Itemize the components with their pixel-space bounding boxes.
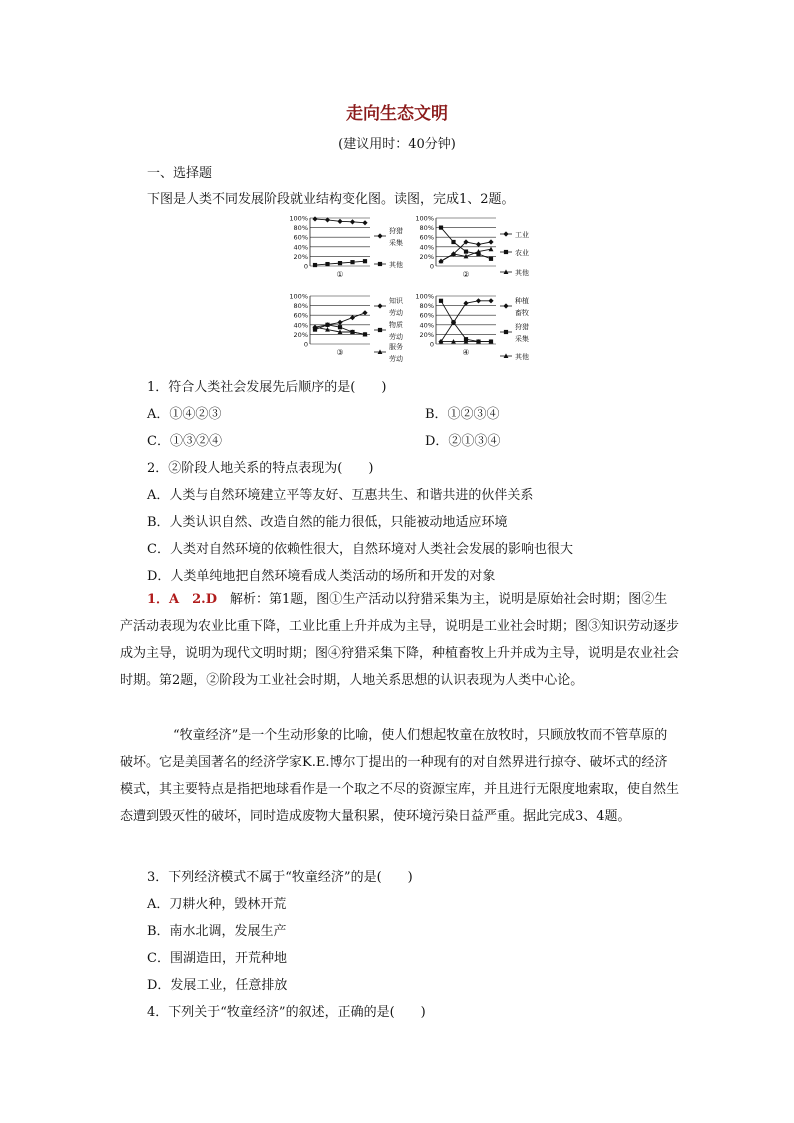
data-point: [439, 299, 443, 303]
legend-label: 其他: [515, 353, 529, 361]
data-point: [350, 315, 355, 320]
employment-structure-charts: [280, 210, 550, 370]
section-heading: 一、选择题: [147, 166, 213, 181]
legend-marker: [503, 231, 508, 236]
legend-label: 知识: [389, 297, 403, 305]
reading-passage: “牧童经济”是一个生动形象的比喻，使人们想起牧童在放牧时，只顾放牧而不管草原的破坏。它是美国著名的经济学家K.E.博尔丁提出的一种现有的对自然界进行掠夺、破坏式的经济模式，其主要特点是指把地球看作是一个取之不尽的资源宝库，并且进行无限度地索取，使自然生态遭到毁灭性的破坏，同时造成废物大量积累，使环境污染日益严重。据此完成3、4题。: [120, 728, 680, 824]
series-line: [441, 301, 491, 342]
time-hint: (建议用时：40分钟): [338, 137, 456, 152]
data-point: [464, 250, 468, 254]
series-line: [441, 301, 491, 342]
legend-label: 服务: [389, 343, 403, 351]
intro-text: 下图是人类不同发展阶段就业结构变化图。读图，完成1、2题。: [147, 192, 515, 207]
data-point: [451, 240, 455, 244]
y-tick-label: 100%: [289, 292, 308, 301]
y-tick-label: 0: [429, 340, 434, 349]
legend-label: 畜牧: [515, 309, 529, 317]
data-point: [476, 298, 481, 303]
legend-label: 采集: [515, 335, 529, 343]
data-point: [337, 320, 342, 325]
question-2-option-a: A．人类与自然环境建立平等友好、互惠共生、和谐共进的伙伴关系: [147, 488, 534, 503]
y-tick-label: 20%: [293, 330, 308, 339]
y-tick-label: 80%: [293, 302, 308, 311]
y-tick-label: 0: [429, 262, 434, 271]
legend-label: 狩猎: [515, 323, 529, 331]
answer-key: 1．A 2.D: [147, 592, 217, 607]
question-1-option-d: D．②①③④: [425, 434, 501, 449]
question-1-stem: 1．符合人类社会发展先后顺序的是( ): [147, 380, 387, 395]
data-point: [489, 257, 493, 261]
y-tick-label: 40%: [419, 321, 434, 330]
data-point: [439, 226, 443, 230]
legend-marker: [377, 233, 382, 238]
legend-marker: [503, 303, 508, 308]
legend-marker: [378, 262, 382, 266]
y-tick-label: 20%: [419, 252, 434, 261]
y-tick-label: 60%: [293, 311, 308, 320]
data-point: [325, 262, 329, 266]
y-tick-label: 100%: [415, 214, 434, 223]
legend-label: 狩猎: [389, 227, 403, 235]
question-3-option-a: A．刀耕火种，毁林开荒: [147, 897, 287, 912]
data-point: [325, 323, 329, 327]
legend-label: 采集: [389, 239, 403, 247]
legend-label: 物质: [389, 321, 403, 329]
question-1-option-a: A．①④②③: [147, 407, 222, 422]
question-1-option-b: B．①②③④: [425, 407, 500, 422]
legend-marker: [504, 250, 508, 254]
question-3-option-d: D．发展工业，任意排放: [147, 978, 288, 993]
data-point: [451, 320, 455, 324]
data-point: [337, 219, 342, 224]
legend-label: 劳动: [389, 355, 403, 363]
data-point: [338, 261, 342, 265]
page-title: 走向生态文明: [346, 104, 448, 124]
question-2-option-c: C．人类对自然环境的依赖性很大，自然环境对人类社会发展的影响也很大: [147, 542, 573, 557]
data-point: [350, 219, 355, 224]
data-point: [463, 301, 468, 306]
question-3-stem: 3．下列经济模式不属于“牧童经济”的是( ): [147, 870, 413, 885]
legend-label: 其他: [389, 261, 403, 269]
data-point: [338, 325, 342, 329]
y-tick-label: 0: [303, 340, 308, 349]
chart-number-label: ③: [336, 348, 344, 357]
answer-explanation-1-2: [120, 586, 680, 694]
data-point: [488, 239, 493, 244]
question-1-option-c: C．①③②④: [147, 434, 222, 449]
chart-number-label: ②: [462, 270, 470, 279]
y-tick-label: 60%: [419, 233, 434, 242]
data-point: [313, 263, 317, 267]
data-point: [489, 247, 494, 252]
y-tick-label: 80%: [293, 224, 308, 233]
legend-label: 种植: [515, 297, 529, 305]
legend-marker: [377, 303, 382, 308]
data-point: [350, 260, 354, 264]
question-3-option-c: C．围湖造田，开荒种地: [147, 951, 287, 966]
y-tick-label: 60%: [419, 311, 434, 320]
legend-label: 其他: [515, 269, 529, 277]
data-point: [476, 242, 481, 247]
data-point: [363, 259, 367, 263]
y-tick-label: 20%: [293, 252, 308, 261]
question-4-stem: 4．下列关于“牧童经济”的叙述，正确的是( ): [147, 1005, 426, 1020]
chart-number-label: ①: [336, 270, 344, 279]
answer-analysis: 解析：第1题，图①生产活动以狩猎采集为主，说明是原始社会时期；图②生产活动表现为农业比重下降，工业比重上升并成为主导，说明是工业社会时期；图③知识劳动逐步成为主导，说明为现代文明时期；图④狩猎采集下降，种植畜牧上升并成为主导，说明是农业社会时期。第2题，②阶段为工业社会时期，人地关系思想的认识表现为人类中心论。: [120, 592, 680, 688]
legend-marker: [504, 330, 508, 334]
data-point: [488, 298, 493, 303]
legend-marker: [378, 328, 382, 332]
chart-number-label: ④: [462, 348, 470, 357]
y-tick-label: 40%: [293, 243, 308, 252]
y-tick-label: 100%: [415, 292, 434, 301]
legend-label: 工业: [515, 231, 529, 239]
legend-label: 农业: [515, 249, 529, 257]
data-point: [362, 310, 367, 315]
question-3-option-b: B．南水北调，发展生产: [147, 924, 287, 939]
data-point: [362, 220, 367, 225]
legend-label: 劳动: [389, 333, 403, 341]
question-2-option-b: B．人类认识自然、改造自然的能力很低，只能被动地适应环境: [147, 515, 508, 530]
legend-label: 劳动: [389, 309, 403, 317]
y-tick-label: 80%: [419, 302, 434, 311]
question-2-option-d: D．人类单纯地把自然环境看成人类活动的场所和开发的对象: [147, 569, 496, 584]
y-tick-label: 0: [303, 262, 308, 271]
y-tick-label: 40%: [293, 321, 308, 330]
y-tick-label: 100%: [289, 214, 308, 223]
question-2-stem: 2．②阶段人地关系的特点表现为( ): [147, 461, 374, 476]
y-tick-label: 60%: [293, 233, 308, 242]
y-tick-label: 80%: [419, 224, 434, 233]
data-point: [312, 216, 317, 221]
y-tick-label: 20%: [419, 330, 434, 339]
y-tick-label: 40%: [419, 243, 434, 252]
